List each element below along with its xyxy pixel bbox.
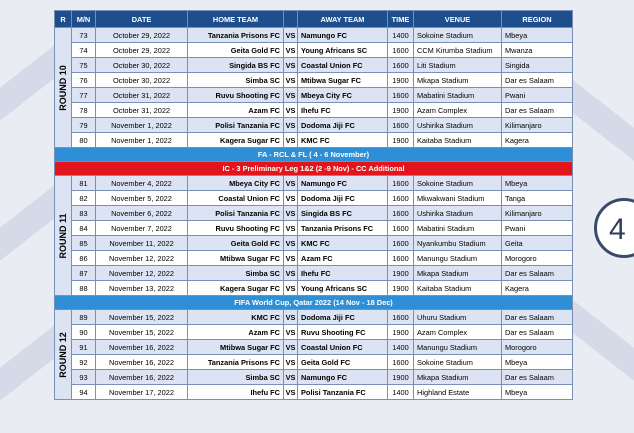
date-cell: October 30, 2022: [96, 73, 188, 88]
vs-cell: VS: [284, 355, 298, 370]
vs-cell: VS: [284, 266, 298, 281]
decorative-curve: [6, 0, 56, 24]
region-cell: Mbeya: [502, 176, 573, 191]
date-cell: October 31, 2022: [96, 88, 188, 103]
region-cell: Mbeya: [502, 385, 573, 400]
venue-cell: Sokoine Stadium: [414, 355, 502, 370]
schedule-note: FA - RCL & FL ( 4 - 6 November): [55, 148, 573, 162]
column-header: R: [55, 11, 72, 28]
home-cell: Ihefu FC: [188, 385, 284, 400]
region-cell: Tanga: [502, 191, 573, 206]
table-row: [55, 43, 573, 58]
date-cell: October 31, 2022: [96, 103, 188, 118]
venue-cell: Ushirika Stadium: [414, 206, 502, 221]
mn-cell: 93: [72, 370, 96, 385]
column-header: VENUE: [414, 11, 502, 28]
home-cell: Kagera Sugar FC: [188, 133, 284, 148]
away-cell: Mbeya City FC: [298, 88, 388, 103]
time-cell: 1900: [388, 281, 414, 296]
mn-cell: 89: [72, 310, 96, 325]
time-cell: 1900: [388, 370, 414, 385]
time-cell: 1600: [388, 251, 414, 266]
mn-cell: 78: [72, 103, 96, 118]
vs-cell: VS: [284, 176, 298, 191]
date-cell: October 29, 2022: [96, 43, 188, 58]
time-cell: 1900: [388, 73, 414, 88]
away-cell: Azam FC: [298, 251, 388, 266]
region-cell: Morogoro: [502, 251, 573, 266]
time-cell: 1600: [388, 236, 414, 251]
schedule-note: IC - 3 Preliminary Leg 1&2 (2 -9 Nov) - CC Additional: [55, 162, 573, 176]
away-cell: Coastal Union FC: [298, 340, 388, 355]
venue-cell: Mkapa Stadium: [414, 266, 502, 281]
vs-cell: VS: [284, 58, 298, 73]
mn-cell: 88: [72, 281, 96, 296]
page-number-badge: [594, 198, 634, 258]
date-cell: November 15, 2022: [96, 310, 188, 325]
region-cell: Dar es Salaam: [502, 325, 573, 340]
table-row: [55, 370, 573, 385]
mn-cell: 80: [72, 133, 96, 148]
venue-cell: Azam Complex: [414, 325, 502, 340]
table-row: [55, 281, 573, 296]
home-cell: Simba SC: [188, 370, 284, 385]
table-row: [55, 355, 573, 370]
time-cell: 1900: [388, 325, 414, 340]
table-row: [55, 236, 573, 251]
region-cell: Mwanza: [502, 43, 573, 58]
vs-cell: VS: [284, 370, 298, 385]
home-cell: Mbeya City FC: [188, 176, 284, 191]
away-cell: Namungo FC: [298, 28, 388, 43]
date-cell: November 5, 2022: [96, 191, 188, 206]
time-cell: 1600: [388, 43, 414, 58]
column-header: [284, 11, 298, 28]
mn-cell: 90: [72, 325, 96, 340]
vs-cell: VS: [284, 43, 298, 58]
date-cell: November 11, 2022: [96, 236, 188, 251]
vs-cell: VS: [284, 103, 298, 118]
mn-cell: 76: [72, 73, 96, 88]
region-cell: Dar es Salaam: [502, 266, 573, 281]
away-cell: Ruvu Shooting FC: [298, 325, 388, 340]
home-cell: Polisi Tanzania FC: [188, 206, 284, 221]
table-row: [55, 103, 573, 118]
region-cell: Pwani: [502, 221, 573, 236]
date-cell: November 1, 2022: [96, 133, 188, 148]
table-row: [55, 73, 573, 88]
venue-cell: Mkapa Stadium: [414, 73, 502, 88]
date-cell: November 16, 2022: [96, 340, 188, 355]
column-header: REGION: [502, 11, 573, 28]
region-cell: Mbeya: [502, 28, 573, 43]
region-cell: Pwani: [502, 88, 573, 103]
region-cell: Kilimanjaro: [502, 118, 573, 133]
column-header: AWAY TEAM: [298, 11, 388, 28]
table-row: [55, 310, 573, 325]
vs-cell: VS: [284, 236, 298, 251]
column-header: M/N: [72, 11, 96, 28]
away-cell: Ihefu FC: [298, 103, 388, 118]
fixture-table: [54, 10, 573, 400]
venue-cell: Azam Complex: [414, 103, 502, 118]
table-row: [55, 58, 573, 73]
venue-cell: Sokoine Stadium: [414, 28, 502, 43]
time-cell: 1600: [388, 355, 414, 370]
home-cell: Geita Gold FC: [188, 43, 284, 58]
venue-cell: Sokoine Stadium: [414, 176, 502, 191]
venue-cell: Nyankumbu Stadium: [414, 236, 502, 251]
time-cell: 1900: [388, 133, 414, 148]
away-cell: Namungo FC: [298, 176, 388, 191]
home-cell: Coastal Union FC: [188, 191, 284, 206]
away-cell: Dodoma Jiji FC: [298, 191, 388, 206]
mn-cell: 91: [72, 340, 96, 355]
date-cell: November 7, 2022: [96, 221, 188, 236]
schedule-note-row: [55, 148, 573, 162]
date-cell: October 29, 2022: [96, 28, 188, 43]
home-cell: Tanzania Prisons FC: [188, 355, 284, 370]
venue-cell: Highland Estate: [414, 385, 502, 400]
region-cell: Dar es Salaam: [502, 370, 573, 385]
venue-cell: Mabatini Stadium: [414, 221, 502, 236]
time-cell: 1400: [388, 340, 414, 355]
table-row: [55, 118, 573, 133]
vs-cell: VS: [284, 118, 298, 133]
date-cell: November 12, 2022: [96, 251, 188, 266]
home-cell: Simba SC: [188, 73, 284, 88]
time-cell: 1600: [388, 206, 414, 221]
table-row: [55, 28, 573, 43]
mn-cell: 81: [72, 176, 96, 191]
venue-cell: Mkwakwani Stadium: [414, 191, 502, 206]
table-row: [55, 385, 573, 400]
column-header: HOME TEAM: [188, 11, 284, 28]
table-row: [55, 221, 573, 236]
home-cell: Azam FC: [188, 325, 284, 340]
time-cell: 1600: [388, 118, 414, 133]
venue-cell: CCM Kirumba Stadium: [414, 43, 502, 58]
region-cell: Dar es Salaam: [502, 310, 573, 325]
column-header: TIME: [388, 11, 414, 28]
region-cell: Kagera: [502, 281, 573, 296]
vs-cell: VS: [284, 385, 298, 400]
date-cell: November 1, 2022: [96, 118, 188, 133]
vs-cell: VS: [284, 191, 298, 206]
table-row: [55, 206, 573, 221]
time-cell: 1600: [388, 221, 414, 236]
mn-cell: 75: [72, 58, 96, 73]
home-cell: Azam FC: [188, 103, 284, 118]
away-cell: Polisi Tanzania FC: [298, 385, 388, 400]
round-label: ROUND 12: [55, 310, 72, 400]
region-cell: Geita: [502, 236, 573, 251]
vs-cell: VS: [284, 340, 298, 355]
mn-cell: 77: [72, 88, 96, 103]
date-cell: November 16, 2022: [96, 355, 188, 370]
table-row: [55, 191, 573, 206]
mn-cell: 84: [72, 221, 96, 236]
away-cell: Ihefu FC: [298, 266, 388, 281]
home-cell: Tanzania Prisons FC: [188, 28, 284, 43]
venue-cell: Manungu Stadium: [414, 340, 502, 355]
mn-cell: 92: [72, 355, 96, 370]
vs-cell: VS: [284, 133, 298, 148]
mn-cell: 87: [72, 266, 96, 281]
date-cell: October 30, 2022: [96, 58, 188, 73]
schedule-note: FIFA World Cup, Qatar 2022 (14 Nov - 18 Dec): [55, 296, 573, 310]
mn-cell: 79: [72, 118, 96, 133]
region-cell: Dar es Salaam: [502, 73, 573, 88]
vs-cell: VS: [284, 206, 298, 221]
vs-cell: VS: [284, 28, 298, 43]
away-cell: Namungo FC: [298, 370, 388, 385]
time-cell: 1400: [388, 385, 414, 400]
vs-cell: VS: [284, 251, 298, 266]
away-cell: Young Africans SC: [298, 43, 388, 58]
vs-cell: VS: [284, 88, 298, 103]
home-cell: Polisi Tanzania FC: [188, 118, 284, 133]
mn-cell: 82: [72, 191, 96, 206]
mn-cell: 86: [72, 251, 96, 266]
date-cell: November 15, 2022: [96, 325, 188, 340]
venue-cell: Liti Stadium: [414, 58, 502, 73]
mn-cell: 94: [72, 385, 96, 400]
table-row: [55, 266, 573, 281]
home-cell: Ruvu Shooting FC: [188, 88, 284, 103]
page-number: 4: [609, 213, 626, 246]
away-cell: Mtibwa Sugar FC: [298, 73, 388, 88]
time-cell: 1600: [388, 310, 414, 325]
time-cell: 1600: [388, 191, 414, 206]
venue-cell: Ushirika Stadium: [414, 118, 502, 133]
mn-cell: 74: [72, 43, 96, 58]
table-row: [55, 325, 573, 340]
schedule-note-row: [55, 296, 573, 310]
home-cell: Simba SC: [188, 266, 284, 281]
region-cell: Mbeya: [502, 355, 573, 370]
round-label: ROUND 11: [55, 176, 72, 296]
vs-cell: VS: [284, 281, 298, 296]
away-cell: Tanzania Prisons FC: [298, 221, 388, 236]
away-cell: Singida BS FC: [298, 206, 388, 221]
home-cell: KMC FC: [188, 310, 284, 325]
region-cell: Kilimanjaro: [502, 206, 573, 221]
home-cell: Ruvu Shooting FC: [188, 221, 284, 236]
away-cell: Dodoma Jiji FC: [298, 310, 388, 325]
away-cell: KMC FC: [298, 133, 388, 148]
table-row: [55, 133, 573, 148]
region-cell: Singida: [502, 58, 573, 73]
away-cell: Young Africans SC: [298, 281, 388, 296]
table-row: [55, 176, 573, 191]
date-cell: November 6, 2022: [96, 206, 188, 221]
away-cell: KMC FC: [298, 236, 388, 251]
table-body: [55, 28, 573, 400]
round-label: ROUND 10: [55, 28, 72, 148]
vs-cell: VS: [284, 221, 298, 236]
vs-cell: VS: [284, 325, 298, 340]
away-cell: Coastal Union FC: [298, 58, 388, 73]
venue-cell: Kaitaba Stadium: [414, 281, 502, 296]
home-cell: Geita Gold FC: [188, 236, 284, 251]
time-cell: 1900: [388, 103, 414, 118]
time-cell: 1600: [388, 58, 414, 73]
mn-cell: 73: [72, 28, 96, 43]
home-cell: Mtibwa Sugar FC: [188, 251, 284, 266]
venue-cell: Mkapa Stadium: [414, 370, 502, 385]
date-cell: November 17, 2022: [96, 385, 188, 400]
region-cell: Dar es Salaam: [502, 103, 573, 118]
region-cell: Kagera: [502, 133, 573, 148]
home-cell: Kagera Sugar FC: [188, 281, 284, 296]
table-header-row: [55, 11, 573, 28]
table-row: [55, 88, 573, 103]
time-cell: 1600: [388, 176, 414, 191]
time-cell: 1900: [388, 266, 414, 281]
home-cell: Singida BS FC: [188, 58, 284, 73]
mn-cell: 83: [72, 206, 96, 221]
time-cell: 1600: [388, 88, 414, 103]
date-cell: November 16, 2022: [96, 370, 188, 385]
date-cell: November 12, 2022: [96, 266, 188, 281]
venue-cell: Uhuru Stadium: [414, 310, 502, 325]
home-cell: Mtibwa Sugar FC: [188, 340, 284, 355]
date-cell: November 13, 2022: [96, 281, 188, 296]
away-cell: Dodoma Jiji FC: [298, 118, 388, 133]
date-cell: November 4, 2022: [96, 176, 188, 191]
away-cell: Geita Gold FC: [298, 355, 388, 370]
vs-cell: VS: [284, 310, 298, 325]
time-cell: 1400: [388, 28, 414, 43]
schedule-note-row: [55, 162, 573, 176]
venue-cell: Manungu Stadium: [414, 251, 502, 266]
table-row: [55, 340, 573, 355]
column-header: DATE: [96, 11, 188, 28]
mn-cell: 85: [72, 236, 96, 251]
venue-cell: Mabatini Stadium: [414, 88, 502, 103]
vs-cell: VS: [284, 73, 298, 88]
venue-cell: Kaitaba Stadium: [414, 133, 502, 148]
table-row: [55, 251, 573, 266]
region-cell: Morogoro: [502, 340, 573, 355]
